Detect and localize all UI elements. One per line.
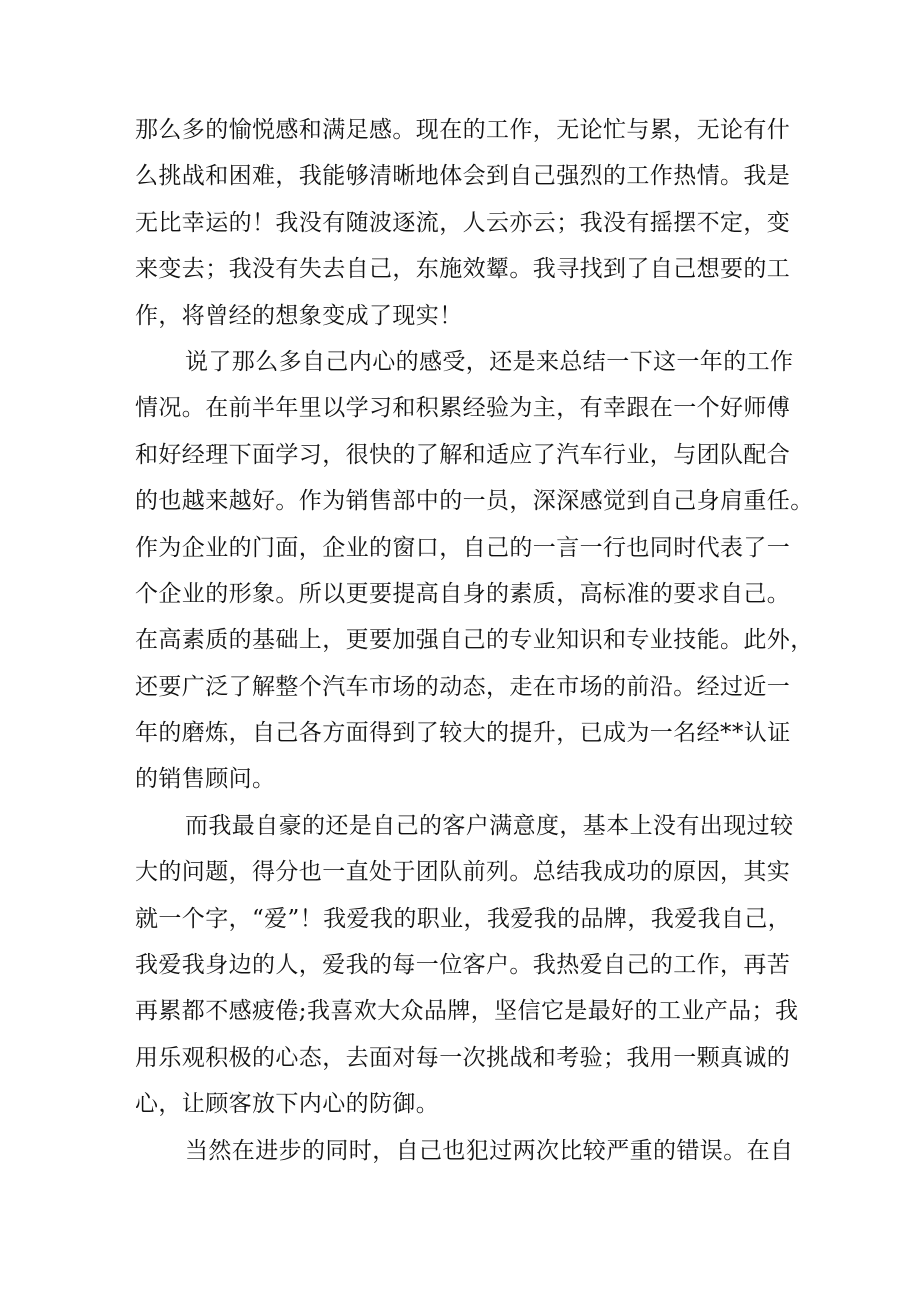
text-line: 在高素质的基础上，更要加强自己的专业知识和专业技能。此外， xyxy=(135,627,814,654)
text-line: 的销售顾问。 xyxy=(135,766,276,793)
text-line: 大的问题，得分也一直处于团队前列。总结我成功的原因，其实 xyxy=(135,859,791,886)
text-line: 无比幸运的！我没有随波逐流，人云亦云；我没有摇摆不定，变 xyxy=(135,209,791,236)
text-line: 还要广泛了解整个汽车市场的动态，走在市场的前沿。经过近一 xyxy=(135,673,791,700)
text-line: 年的磨炼，自己各方面得到了较大的提升，已成为一名经**认证 xyxy=(135,720,791,747)
text-line: 么挑战和困难，我能够清晰地体会到自己强烈的工作热情。我是 xyxy=(135,163,791,190)
text-line: 就一个字，“爱”！我爱我的职业，我爱我的品牌，我爱我自己， xyxy=(135,905,792,932)
text-line: 我爱我身边的人，爱我的每一位客户。我热爱自己的工作，再苦 xyxy=(135,952,791,979)
text-line: 那么多的愉悦感和满足感。现在的工作，无论忙与累，无论有什 xyxy=(135,117,791,143)
text-line: 的也越来越好。作为销售部中的一员，深深感觉到自己身肩重任。 xyxy=(135,488,814,515)
text-line: 而我最自豪的还是自己的客户满意度，基本上没有出现过较 xyxy=(185,812,794,839)
text-line: 来变去；我没有失去自己，东施效颦。我寻找到了自己想要的工 xyxy=(135,256,791,283)
text-line: 和好经理下面学习，很快的了解和适应了汽车行业，与团队配合 xyxy=(135,441,791,468)
text-line: 作，将曾经的想象变成了现实！ xyxy=(135,302,463,329)
text-line: 再累都不感疲倦;我喜欢大众品牌，坚信它是最好的工业产品；我 xyxy=(135,998,799,1025)
text-line: 个企业的形象。所以更要提高自身的素质，高标准的要求自己。 xyxy=(135,580,791,607)
text-line: 说了那么多自己内心的感受，还是来总结一下这一年的工作 xyxy=(185,348,794,375)
text-line: 情况。在前半年里以学习和积累经验为主，有幸跟在一个好师傅 xyxy=(135,395,791,422)
text-line: 用乐观积极的心态，去面对每一次挑战和考验；我用一颗真诚的 xyxy=(135,1044,791,1071)
document-body-text xyxy=(135,107,814,1174)
text-line: 心，让顾客放下内心的防御。 xyxy=(135,1091,440,1118)
text-line: 当然在进步的同时，自己也犯过两次比较严重的错误。在自 xyxy=(185,1137,794,1164)
text-line: 作为企业的门面，企业的窗口，自己的一言一行也同时代表了一 xyxy=(135,534,791,561)
